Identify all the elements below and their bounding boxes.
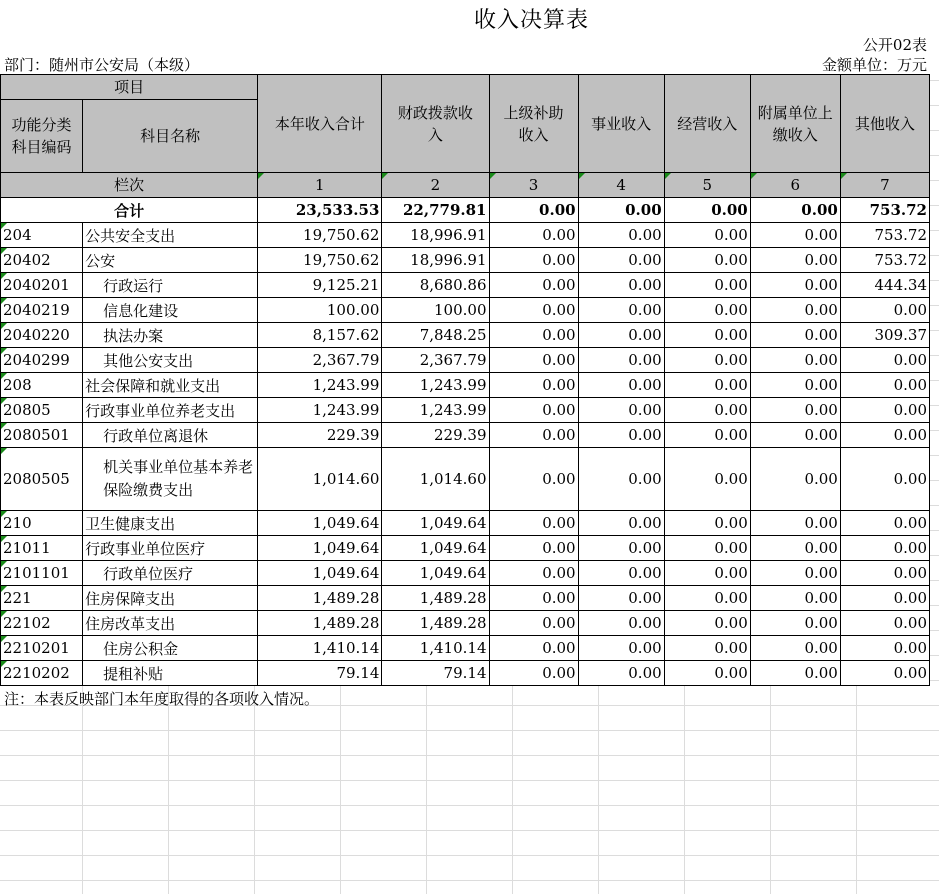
report-title-text: 收入决算表 <box>473 8 589 33</box>
row-value-3[interactable]: 0.00 <box>489 511 578 536</box>
row-value-1[interactable]: 1,489.28 <box>258 611 382 636</box>
row-code[interactable]: 22102 <box>1 611 83 636</box>
row-value-1[interactable]: 1,489.28 <box>258 586 382 611</box>
row-value-5[interactable]: 0.00 <box>664 611 750 636</box>
row-value-3[interactable]: 0.00 <box>489 536 578 561</box>
table-row <box>1 586 930 611</box>
row-value-5[interactable]: 0.00 <box>664 423 750 448</box>
row-value-1[interactable]: 8,157.62 <box>258 323 382 348</box>
row-value-7[interactable]: 0.00 <box>840 373 929 398</box>
row-value-7[interactable]: 0.00 <box>840 348 929 373</box>
header-col-3[interactable] <box>489 75 578 173</box>
total-value-4[interactable]: 0.00 <box>578 198 664 223</box>
row-value-3[interactable]: 0.00 <box>489 636 578 661</box>
table-row <box>1 536 930 561</box>
row-value-5[interactable]: 0.00 <box>664 298 750 323</box>
header-code[interactable] <box>1 100 83 173</box>
header-col-6-text: 附属单位上缴收入 <box>757 103 833 144</box>
row-code[interactable]: 210 <box>1 511 83 536</box>
row-value-3[interactable]: 0.00 <box>489 398 578 423</box>
table-row <box>1 661 930 686</box>
row-value-4[interactable]: 0.00 <box>578 273 664 298</box>
row-value-2[interactable]: 8,680.86 <box>382 273 489 298</box>
row-value-2[interactable]: 100.00 <box>382 298 489 323</box>
income-table <box>0 74 930 686</box>
row-value-6[interactable]: 0.00 <box>750 273 840 298</box>
row-index-3[interactable]: 3 <box>489 173 578 198</box>
row-value-7[interactable]: 0.00 <box>840 536 929 561</box>
row-value-3[interactable]: 0.00 <box>489 611 578 636</box>
row-value-7[interactable]: 309.37 <box>840 323 929 348</box>
header-item[interactable]: 项目 <box>1 75 258 100</box>
table-row <box>1 248 930 273</box>
row-value-6[interactable]: 0.00 <box>750 636 840 661</box>
row-code[interactable]: 208 <box>1 373 83 398</box>
row-code[interactable]: 2040201 <box>1 273 83 298</box>
row-index-4[interactable]: 4 <box>578 173 664 198</box>
row-value-6[interactable]: 0.00 <box>750 223 840 248</box>
row-value-7[interactable]: 753.72 <box>840 248 929 273</box>
row-value-6[interactable]: 0.00 <box>750 661 840 686</box>
row-code[interactable]: 2080501 <box>1 423 83 448</box>
amount-unit-label: 金额单位：万元 <box>821 56 927 74</box>
table-row <box>1 511 930 536</box>
row-value-4[interactable]: 0.00 <box>578 448 664 511</box>
row-value-7[interactable]: 0.00 <box>840 611 929 636</box>
table-row <box>1 273 930 298</box>
row-value-4[interactable]: 0.00 <box>578 611 664 636</box>
table-row <box>1 373 930 398</box>
row-value-1[interactable]: 100.00 <box>258 298 382 323</box>
row-value-5[interactable]: 0.00 <box>664 586 750 611</box>
row-value-2[interactable]: 1,243.99 <box>382 373 489 398</box>
row-name[interactable]: 住房改革支出 <box>83 611 258 636</box>
row-name[interactable]: 公共安全支出 <box>83 223 258 248</box>
row-value-5[interactable]: 0.00 <box>664 398 750 423</box>
row-value-2[interactable]: 7,848.25 <box>382 323 489 348</box>
department-label: 部门：随州市公安局（本级） <box>4 56 200 74</box>
row-value-5[interactable]: 0.00 <box>664 223 750 248</box>
row-value-5[interactable]: 0.00 <box>664 536 750 561</box>
row-value-6[interactable]: 0.00 <box>750 323 840 348</box>
row-value-4[interactable]: 0.00 <box>578 323 664 348</box>
row-value-7[interactable]: 0.00 <box>840 636 929 661</box>
row-value-7[interactable]: 444.34 <box>840 273 929 298</box>
row-name[interactable]: 行政运行 <box>83 273 258 298</box>
row-name[interactable]: 住房保障支出 <box>83 586 258 611</box>
row-value-4[interactable]: 0.00 <box>578 661 664 686</box>
row-name[interactable]: 执法办案 <box>83 323 258 348</box>
table-row <box>1 323 930 348</box>
table-row <box>1 636 930 661</box>
row-value-4[interactable]: 0.00 <box>578 536 664 561</box>
header-code-text: 功能分类科目编码 <box>11 116 72 156</box>
row-name[interactable]: 社会保障和就业支出 <box>83 373 258 398</box>
table-row <box>1 448 930 511</box>
row-value-1[interactable]: 1,243.99 <box>258 398 382 423</box>
row-value-3[interactable]: 0.00 <box>489 561 578 586</box>
row-value-3[interactable]: 0.00 <box>489 223 578 248</box>
row-value-3[interactable]: 0.00 <box>489 586 578 611</box>
form-number: 公开02表 <box>862 36 927 54</box>
row-name[interactable]: 提租补贴 <box>83 661 258 686</box>
table-row <box>1 611 930 636</box>
row-value-3[interactable]: 0.00 <box>489 348 578 373</box>
header-col-2-text: 财政拨款收入 <box>397 103 473 144</box>
row-value-4[interactable]: 0.00 <box>578 586 664 611</box>
row-value-3[interactable]: 0.00 <box>489 248 578 273</box>
row-value-3[interactable]: 0.00 <box>489 273 578 298</box>
row-value-1[interactable]: 1,243.99 <box>258 373 382 398</box>
row-name[interactable]: 行政事业单位医疗 <box>83 536 258 561</box>
row-value-6[interactable]: 0.00 <box>750 561 840 586</box>
row-value-7[interactable]: 0.00 <box>840 448 929 511</box>
row-name[interactable]: 其他公安支出 <box>83 348 258 373</box>
row-value-2[interactable]: 229.39 <box>382 423 489 448</box>
row-value-5[interactable]: 0.00 <box>664 248 750 273</box>
header-col-3-text: 上级补助收入 <box>503 103 564 144</box>
row-code[interactable]: 21011 <box>1 536 83 561</box>
row-value-6[interactable]: 0.00 <box>750 248 840 273</box>
row-index-label[interactable]: 栏次 <box>1 173 258 198</box>
row-value-7[interactable]: 0.00 <box>840 561 929 586</box>
row-value-4[interactable]: 0.00 <box>578 398 664 423</box>
row-value-4[interactable]: 0.00 <box>578 248 664 273</box>
table-row <box>1 298 930 323</box>
row-value-1[interactable]: 1,049.64 <box>258 511 382 536</box>
row-value-3[interactable]: 0.00 <box>489 661 578 686</box>
total-label[interactable]: 合计 <box>1 198 258 223</box>
row-value-1[interactable]: 1,049.64 <box>258 561 382 586</box>
row-value-6[interactable]: 0.00 <box>750 611 840 636</box>
header-name[interactable]: 科目名称 <box>83 100 258 173</box>
row-code[interactable]: 20402 <box>1 248 83 273</box>
row-value-7[interactable]: 0.00 <box>840 511 929 536</box>
row-code[interactable]: 20805 <box>1 398 83 423</box>
row-value-2[interactable]: 1,410.14 <box>382 636 489 661</box>
row-value-6[interactable]: 0.00 <box>750 298 840 323</box>
row-name[interactable]: 住房公积金 <box>83 636 258 661</box>
row-value-7[interactable]: 0.00 <box>840 398 929 423</box>
header-col-1[interactable]: 本年收入合计 <box>258 75 382 173</box>
row-value-4[interactable]: 0.00 <box>578 636 664 661</box>
row-code[interactable]: 2040219 <box>1 298 83 323</box>
row-value-4[interactable]: 0.00 <box>578 511 664 536</box>
row-value-2[interactable]: 1,243.99 <box>382 398 489 423</box>
row-value-3[interactable]: 0.00 <box>489 323 578 348</box>
row-value-6[interactable]: 0.00 <box>750 536 840 561</box>
row-value-2[interactable]: 2,367.79 <box>382 348 489 373</box>
row-value-3[interactable]: 0.00 <box>489 373 578 398</box>
row-name[interactable]: 公安 <box>83 248 258 273</box>
row-value-4[interactable]: 0.00 <box>578 223 664 248</box>
row-value-2[interactable]: 1,489.28 <box>382 611 489 636</box>
row-name[interactable]: 卫生健康支出 <box>83 511 258 536</box>
row-code[interactable]: 2210201 <box>1 636 83 661</box>
row-value-6[interactable]: 0.00 <box>750 586 840 611</box>
row-index-1[interactable]: 1 <box>258 173 382 198</box>
row-index-6[interactable]: 6 <box>750 173 840 198</box>
header-col-5[interactable]: 经营收入 <box>664 75 750 173</box>
header-col-2[interactable] <box>382 75 489 173</box>
row-code[interactable]: 2101101 <box>1 561 83 586</box>
row-value-4[interactable]: 0.00 <box>578 298 664 323</box>
row-index-2[interactable]: 2 <box>382 173 489 198</box>
row-value-6[interactable]: 0.00 <box>750 398 840 423</box>
row-value-1[interactable]: 9,125.21 <box>258 273 382 298</box>
row-name[interactable]: 信息化建设 <box>83 298 258 323</box>
row-value-5[interactable]: 0.00 <box>664 511 750 536</box>
row-value-5[interactable]: 0.00 <box>664 661 750 686</box>
row-code[interactable]: 2080505 <box>1 448 83 511</box>
row-value-3[interactable]: 0.00 <box>489 423 578 448</box>
row-value-6[interactable]: 0.00 <box>750 348 840 373</box>
row-value-1[interactable]: 229.39 <box>258 423 382 448</box>
total-value-6[interactable]: 0.00 <box>750 198 840 223</box>
row-value-3[interactable]: 0.00 <box>489 448 578 511</box>
row-value-1[interactable]: 1,014.60 <box>258 448 382 511</box>
row-value-2[interactable]: 1,049.64 <box>382 561 489 586</box>
row-value-5[interactable]: 0.00 <box>664 323 750 348</box>
row-value-4[interactable]: 0.00 <box>578 373 664 398</box>
row-index-5[interactable]: 5 <box>664 173 750 198</box>
row-index-row <box>1 173 930 198</box>
row-value-1[interactable]: 1,410.14 <box>258 636 382 661</box>
total-value-2[interactable]: 22,779.81 <box>382 198 489 223</box>
total-value-3[interactable]: 0.00 <box>489 198 578 223</box>
row-value-5[interactable]: 0.00 <box>664 636 750 661</box>
row-name[interactable]: 行政事业单位养老支出 <box>83 398 258 423</box>
row-code[interactable]: 2210202 <box>1 661 83 686</box>
row-value-1[interactable]: 79.14 <box>258 661 382 686</box>
row-value-7[interactable]: 0.00 <box>840 423 929 448</box>
table-row <box>1 223 930 248</box>
row-value-2[interactable]: 1,049.64 <box>382 511 489 536</box>
header-col-7[interactable]: 其他收入 <box>840 75 929 173</box>
row-name[interactable]: 行政单位离退休 <box>83 423 258 448</box>
row-value-1[interactable]: 2,367.79 <box>258 348 382 373</box>
row-value-5[interactable]: 0.00 <box>664 561 750 586</box>
row-value-1[interactable]: 19,750.62 <box>258 248 382 273</box>
total-value-5[interactable]: 0.00 <box>664 198 750 223</box>
row-value-2[interactable]: 1,014.60 <box>382 448 489 511</box>
row-value-4[interactable]: 0.00 <box>578 348 664 373</box>
row-value-1[interactable]: 1,049.64 <box>258 536 382 561</box>
row-name[interactable]: 行政单位医疗 <box>83 561 258 586</box>
row-value-7[interactable]: 0.00 <box>840 586 929 611</box>
total-value-1[interactable]: 23,533.53 <box>258 198 382 223</box>
row-value-4[interactable]: 0.00 <box>578 423 664 448</box>
row-value-1[interactable]: 19,750.62 <box>258 223 382 248</box>
row-value-2[interactable]: 79.14 <box>382 661 489 686</box>
total-value-7[interactable]: 753.72 <box>840 198 929 223</box>
row-code[interactable]: 2040220 <box>1 323 83 348</box>
total-row <box>1 198 930 223</box>
row-value-5[interactable]: 0.00 <box>664 348 750 373</box>
row-value-7[interactable]: 0.00 <box>840 661 929 686</box>
row-value-4[interactable]: 0.00 <box>578 561 664 586</box>
row-code[interactable]: 2040299 <box>1 348 83 373</box>
row-value-7[interactable]: 0.00 <box>840 298 929 323</box>
report-title <box>0 3 939 35</box>
row-value-6[interactable]: 0.00 <box>750 511 840 536</box>
row-value-3[interactable]: 0.00 <box>489 298 578 323</box>
row-value-5[interactable]: 0.00 <box>664 273 750 298</box>
row-value-6[interactable]: 0.00 <box>750 448 840 511</box>
table-row <box>1 561 930 586</box>
row-value-5[interactable]: 0.00 <box>664 448 750 511</box>
row-code[interactable]: 221 <box>1 586 83 611</box>
row-value-6[interactable]: 0.00 <box>750 373 840 398</box>
row-value-2[interactable]: 18,996.91 <box>382 248 489 273</box>
row-value-2[interactable]: 18,996.91 <box>382 223 489 248</box>
row-index-7[interactable]: 7 <box>840 173 929 198</box>
row-value-5[interactable]: 0.00 <box>664 373 750 398</box>
table-row <box>1 423 930 448</box>
row-name[interactable]: 机关事业单位基本养老保险缴费支出 <box>83 448 258 511</box>
table-row <box>1 398 930 423</box>
table-row <box>1 348 930 373</box>
header-col-4[interactable]: 事业收入 <box>578 75 664 173</box>
row-value-2[interactable]: 1,049.64 <box>382 536 489 561</box>
row-value-6[interactable]: 0.00 <box>750 423 840 448</box>
row-value-2[interactable]: 1,489.28 <box>382 586 489 611</box>
header-col-6[interactable] <box>750 75 840 173</box>
table-note: 注：本表反映部门本年度取得的各项收入情况。 <box>4 690 320 708</box>
row-value-7[interactable]: 753.72 <box>840 223 929 248</box>
row-code[interactable]: 204 <box>1 223 83 248</box>
